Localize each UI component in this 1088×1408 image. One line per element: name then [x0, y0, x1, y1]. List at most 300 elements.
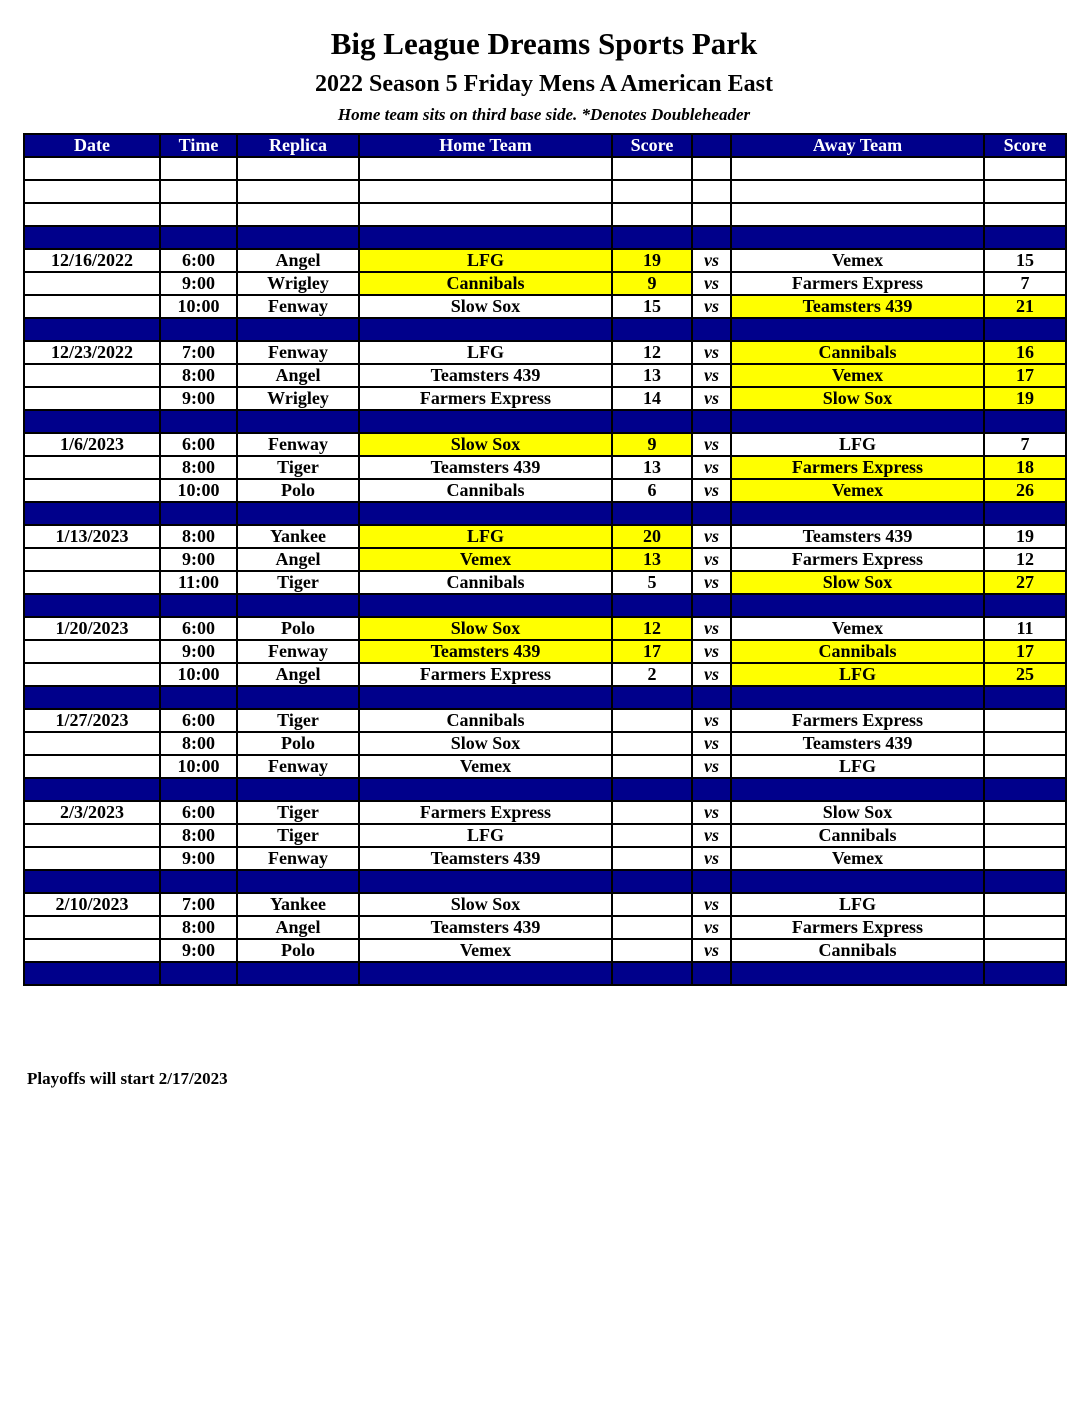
home-team-cell: Cannibals [359, 272, 612, 295]
away-score-cell [984, 778, 1066, 801]
date-cell [24, 686, 160, 709]
away-team-cell [731, 594, 984, 617]
home-score-cell [612, 916, 692, 939]
home-score-cell: 9 [612, 433, 692, 456]
away-team-cell: Teamsters 439 [731, 732, 984, 755]
home-score-cell: 5 [612, 571, 692, 594]
home-team-cell: Teamsters 439 [359, 916, 612, 939]
home-score-cell [612, 778, 692, 801]
home-score-cell [612, 893, 692, 916]
home-team-cell: Slow Sox [359, 732, 612, 755]
vs-cell [692, 778, 731, 801]
replica-cell: Fenway [237, 640, 359, 663]
vs-cell: vs [692, 640, 731, 663]
date-cell [24, 410, 160, 433]
blank-row [24, 157, 1066, 180]
date-cell [24, 180, 160, 203]
home-score-cell: 17 [612, 640, 692, 663]
separator-row [24, 410, 1066, 433]
time-cell: 7:00 [160, 341, 237, 364]
vs-cell: vs [692, 801, 731, 824]
time-cell [160, 686, 237, 709]
vs-cell [692, 410, 731, 433]
away-team-cell: Cannibals [731, 640, 984, 663]
replica-cell [237, 870, 359, 893]
replica-cell [237, 962, 359, 985]
vs-cell: vs [692, 295, 731, 318]
replica-cell: Wrigley [237, 387, 359, 410]
home-team-cell: LFG [359, 824, 612, 847]
time-cell [160, 180, 237, 203]
date-cell [24, 847, 160, 870]
date-cell: 12/16/2022 [24, 249, 160, 272]
home-score-cell [612, 226, 692, 249]
separator-row [24, 870, 1066, 893]
home-team-cell: Slow Sox [359, 893, 612, 916]
away-score-cell: 19 [984, 387, 1066, 410]
replica-cell: Wrigley [237, 272, 359, 295]
game-row [24, 893, 1066, 916]
home-team-cell: Slow Sox [359, 295, 612, 318]
home-score-cell [612, 755, 692, 778]
home-team-cell: Teamsters 439 [359, 456, 612, 479]
away-team-cell: Cannibals [731, 939, 984, 962]
replica-cell: Polo [237, 479, 359, 502]
home-team-cell: Teamsters 439 [359, 847, 612, 870]
home-team-cell: Cannibals [359, 479, 612, 502]
home-score-cell: 13 [612, 548, 692, 571]
date-cell [24, 364, 160, 387]
away-team-cell: Teamsters 439 [731, 525, 984, 548]
vs-cell [692, 870, 731, 893]
date-cell [24, 939, 160, 962]
away-score-cell: 18 [984, 456, 1066, 479]
game-row [24, 801, 1066, 824]
game-row [24, 732, 1066, 755]
vs-cell: vs [692, 272, 731, 295]
playoffs-note: Playoffs will start 2/17/2023 [27, 1069, 228, 1088]
time-cell: 8:00 [160, 824, 237, 847]
blank-row [24, 180, 1066, 203]
time-cell: 9:00 [160, 272, 237, 295]
away-score-cell: 15 [984, 249, 1066, 272]
home-team-cell [359, 226, 612, 249]
date-cell [24, 295, 160, 318]
date-cell: 1/6/2023 [24, 433, 160, 456]
home-team-cell: Slow Sox [359, 617, 612, 640]
home-score-cell [612, 318, 692, 341]
home-score-cell [612, 801, 692, 824]
home-team-cell [359, 502, 612, 525]
date-cell [24, 387, 160, 410]
home-score-cell [612, 709, 692, 732]
time-cell: 10:00 [160, 663, 237, 686]
away-score-cell [984, 594, 1066, 617]
away-team-cell: Cannibals [731, 341, 984, 364]
date-cell [24, 824, 160, 847]
home-score-cell [612, 962, 692, 985]
away-team-cell: Vemex [731, 617, 984, 640]
away-score-cell: 17 [984, 364, 1066, 387]
away-team-cell: Farmers Express [731, 548, 984, 571]
date-cell [24, 157, 160, 180]
time-cell [160, 870, 237, 893]
away-team-cell: Cannibals [731, 824, 984, 847]
home-score-cell: 14 [612, 387, 692, 410]
vs-cell: vs [692, 249, 731, 272]
date-cell [24, 640, 160, 663]
away-team-cell [731, 318, 984, 341]
schedule-table [23, 133, 1067, 986]
away-team-cell: Slow Sox [731, 387, 984, 410]
away-team-cell: LFG [731, 663, 984, 686]
date-cell: 2/3/2023 [24, 801, 160, 824]
home-team-cell [359, 180, 612, 203]
vs-cell [692, 157, 731, 180]
page-subtitle: 2022 Season 5 Friday Mens A American East [314, 71, 773, 97]
time-cell: 10:00 [160, 755, 237, 778]
time-cell: 8:00 [160, 364, 237, 387]
vs-cell: vs [692, 341, 731, 364]
game-row [24, 387, 1066, 410]
date-cell [24, 916, 160, 939]
replica-cell: Tiger [237, 571, 359, 594]
game-row [24, 571, 1066, 594]
schedule-body [24, 157, 1066, 985]
away-score-cell [984, 410, 1066, 433]
away-score-cell: 27 [984, 571, 1066, 594]
home-team-cell [359, 778, 612, 801]
home-team-cell: LFG [359, 249, 612, 272]
away-score-cell: 19 [984, 525, 1066, 548]
replica-cell [237, 502, 359, 525]
home-score-cell [612, 870, 692, 893]
time-cell: 6:00 [160, 617, 237, 640]
time-cell [160, 203, 237, 226]
home-score-cell: 2 [612, 663, 692, 686]
away-score-cell [984, 318, 1066, 341]
away-team-cell [731, 778, 984, 801]
home-score-cell [612, 157, 692, 180]
home-score-cell [612, 847, 692, 870]
time-cell: 8:00 [160, 732, 237, 755]
replica-cell: Tiger [237, 456, 359, 479]
away-score-cell [984, 824, 1066, 847]
home-score-cell [612, 732, 692, 755]
vs-cell: vs [692, 456, 731, 479]
home-score-cell [612, 686, 692, 709]
date-cell: 12/23/2022 [24, 341, 160, 364]
away-team-cell: Vemex [731, 364, 984, 387]
vs-cell [692, 180, 731, 203]
vs-cell: vs [692, 479, 731, 502]
away-score-cell: 26 [984, 479, 1066, 502]
game-row [24, 617, 1066, 640]
game-row [24, 433, 1066, 456]
vs-cell: vs [692, 893, 731, 916]
date-cell [24, 479, 160, 502]
separator-row [24, 778, 1066, 801]
vs-cell: vs [692, 824, 731, 847]
away-score-cell: 21 [984, 295, 1066, 318]
vs-cell: vs [692, 732, 731, 755]
home-score-cell: 20 [612, 525, 692, 548]
home-team-cell: Vemex [359, 939, 612, 962]
separator-row [24, 502, 1066, 525]
vs-cell [692, 318, 731, 341]
away-score-cell: 7 [984, 433, 1066, 456]
time-cell: 10:00 [160, 479, 237, 502]
date-cell [24, 456, 160, 479]
home-team-cell: Vemex [359, 755, 612, 778]
away-score-cell [984, 226, 1066, 249]
away-team-cell [731, 410, 984, 433]
away-score-cell [984, 939, 1066, 962]
away-team-cell: LFG [731, 433, 984, 456]
home-team-cell: Teamsters 439 [359, 364, 612, 387]
game-row [24, 663, 1066, 686]
away-team-cell [731, 962, 984, 985]
away-score-cell [984, 732, 1066, 755]
home-team-cell: LFG [359, 341, 612, 364]
away-score-cell: 16 [984, 341, 1066, 364]
vs-cell: vs [692, 548, 731, 571]
time-cell: 8:00 [160, 916, 237, 939]
time-cell: 8:00 [160, 456, 237, 479]
away-score-cell [984, 870, 1066, 893]
home-score-cell [612, 410, 692, 433]
away-team-cell: Slow Sox [731, 571, 984, 594]
away-team-cell: LFG [731, 893, 984, 916]
header-vs [692, 134, 731, 157]
home-score-cell: 19 [612, 249, 692, 272]
home-team-cell: Slow Sox [359, 433, 612, 456]
date-cell [24, 870, 160, 893]
home-score-cell: 9 [612, 272, 692, 295]
vs-cell [692, 502, 731, 525]
away-team-cell [731, 203, 984, 226]
replica-cell [237, 686, 359, 709]
replica-cell: Angel [237, 548, 359, 571]
time-cell: 9:00 [160, 939, 237, 962]
away-team-cell: Farmers Express [731, 916, 984, 939]
away-team-cell [731, 157, 984, 180]
home-score-cell: 15 [612, 295, 692, 318]
date-cell [24, 203, 160, 226]
away-team-cell: Vemex [731, 847, 984, 870]
date-cell: 1/27/2023 [24, 709, 160, 732]
game-row [24, 295, 1066, 318]
replica-cell [237, 157, 359, 180]
away-score-cell [984, 916, 1066, 939]
away-team-cell [731, 686, 984, 709]
vs-cell [692, 203, 731, 226]
home-team-cell: Teamsters 439 [359, 640, 612, 663]
replica-cell [237, 318, 359, 341]
time-cell: 6:00 [160, 709, 237, 732]
time-cell: 6:00 [160, 801, 237, 824]
game-row [24, 548, 1066, 571]
vs-cell: vs [692, 939, 731, 962]
time-cell: 6:00 [160, 433, 237, 456]
away-team-cell [731, 870, 984, 893]
game-row [24, 824, 1066, 847]
replica-cell: Tiger [237, 801, 359, 824]
vs-cell: vs [692, 709, 731, 732]
vs-cell: vs [692, 364, 731, 387]
away-score-cell [984, 801, 1066, 824]
header-date: Date [24, 134, 160, 157]
vs-cell: vs [692, 433, 731, 456]
time-cell [160, 157, 237, 180]
time-cell [160, 502, 237, 525]
date-cell [24, 962, 160, 985]
vs-cell: vs [692, 571, 731, 594]
away-score-cell [984, 686, 1066, 709]
vs-cell: vs [692, 525, 731, 548]
vs-cell: vs [692, 847, 731, 870]
away-score-cell: 25 [984, 663, 1066, 686]
away-score-cell [984, 962, 1066, 985]
separator-row [24, 594, 1066, 617]
home-team-cell [359, 203, 612, 226]
vs-cell: vs [692, 755, 731, 778]
game-row [24, 709, 1066, 732]
date-cell [24, 594, 160, 617]
away-team-cell: Farmers Express [731, 456, 984, 479]
game-row [24, 249, 1066, 272]
schedule-note: Home team sits on third base side. *Denotes Doubleheader [337, 105, 751, 124]
away-team-cell: LFG [731, 755, 984, 778]
replica-cell [237, 203, 359, 226]
time-cell: 9:00 [160, 640, 237, 663]
header-away-team: Away Team [731, 134, 984, 157]
home-score-cell: 12 [612, 341, 692, 364]
home-score-cell [612, 502, 692, 525]
replica-cell [237, 594, 359, 617]
home-team-cell: Cannibals [359, 571, 612, 594]
away-team-cell: Farmers Express [731, 272, 984, 295]
time-cell: 10:00 [160, 295, 237, 318]
header-away-score: Score [984, 134, 1066, 157]
away-score-cell [984, 502, 1066, 525]
away-score-cell [984, 203, 1066, 226]
home-team-cell [359, 962, 612, 985]
replica-cell: Yankee [237, 525, 359, 548]
home-score-cell: 13 [612, 456, 692, 479]
home-team-cell [359, 870, 612, 893]
vs-cell [692, 686, 731, 709]
header-home-score: Score [612, 134, 692, 157]
away-score-cell [984, 157, 1066, 180]
replica-cell: Tiger [237, 709, 359, 732]
away-score-cell [984, 180, 1066, 203]
replica-cell: Fenway [237, 755, 359, 778]
away-score-cell: 11 [984, 617, 1066, 640]
header-time: Time [160, 134, 237, 157]
time-cell [160, 410, 237, 433]
header-home-team: Home Team [359, 134, 612, 157]
separator-row [24, 318, 1066, 341]
home-team-cell [359, 157, 612, 180]
time-cell [160, 778, 237, 801]
separator-row [24, 962, 1066, 985]
replica-cell: Polo [237, 939, 359, 962]
date-cell [24, 272, 160, 295]
away-score-cell [984, 755, 1066, 778]
home-score-cell: 12 [612, 617, 692, 640]
date-cell [24, 778, 160, 801]
vs-cell [692, 962, 731, 985]
replica-cell: Tiger [237, 824, 359, 847]
replica-cell: Angel [237, 916, 359, 939]
vs-cell: vs [692, 617, 731, 640]
page-title: Big League Dreams Sports Park [330, 26, 758, 61]
replica-cell [237, 410, 359, 433]
game-row [24, 525, 1066, 548]
vs-cell: vs [692, 663, 731, 686]
replica-cell [237, 778, 359, 801]
away-team-cell [731, 502, 984, 525]
game-row [24, 939, 1066, 962]
home-team-cell [359, 594, 612, 617]
blank-row [24, 203, 1066, 226]
time-cell [160, 318, 237, 341]
away-team-cell [731, 180, 984, 203]
time-cell: 11:00 [160, 571, 237, 594]
vs-cell: vs [692, 387, 731, 410]
replica-cell: Fenway [237, 341, 359, 364]
home-score-cell [612, 180, 692, 203]
replica-cell: Polo [237, 617, 359, 640]
date-cell [24, 226, 160, 249]
replica-cell: Fenway [237, 295, 359, 318]
time-cell: 7:00 [160, 893, 237, 916]
away-team-cell: Vemex [731, 479, 984, 502]
away-score-cell [984, 847, 1066, 870]
replica-cell: Polo [237, 732, 359, 755]
time-cell [160, 226, 237, 249]
vs-cell [692, 594, 731, 617]
date-cell: 1/20/2023 [24, 617, 160, 640]
home-team-cell [359, 318, 612, 341]
time-cell: 6:00 [160, 249, 237, 272]
game-row [24, 272, 1066, 295]
replica-cell: Angel [237, 663, 359, 686]
home-team-cell: Cannibals [359, 709, 612, 732]
replica-cell: Angel [237, 364, 359, 387]
game-row [24, 341, 1066, 364]
game-row [24, 364, 1066, 387]
vs-cell: vs [692, 916, 731, 939]
date-cell [24, 548, 160, 571]
replica-cell: Yankee [237, 893, 359, 916]
date-cell [24, 663, 160, 686]
away-score-cell: 17 [984, 640, 1066, 663]
game-row [24, 456, 1066, 479]
time-cell [160, 962, 237, 985]
date-cell [24, 318, 160, 341]
replica-cell: Fenway [237, 433, 359, 456]
home-team-cell: Farmers Express [359, 801, 612, 824]
game-row [24, 916, 1066, 939]
game-row [24, 847, 1066, 870]
home-score-cell [612, 939, 692, 962]
date-cell [24, 502, 160, 525]
away-score-cell: 7 [984, 272, 1066, 295]
time-cell [160, 594, 237, 617]
time-cell: 9:00 [160, 387, 237, 410]
